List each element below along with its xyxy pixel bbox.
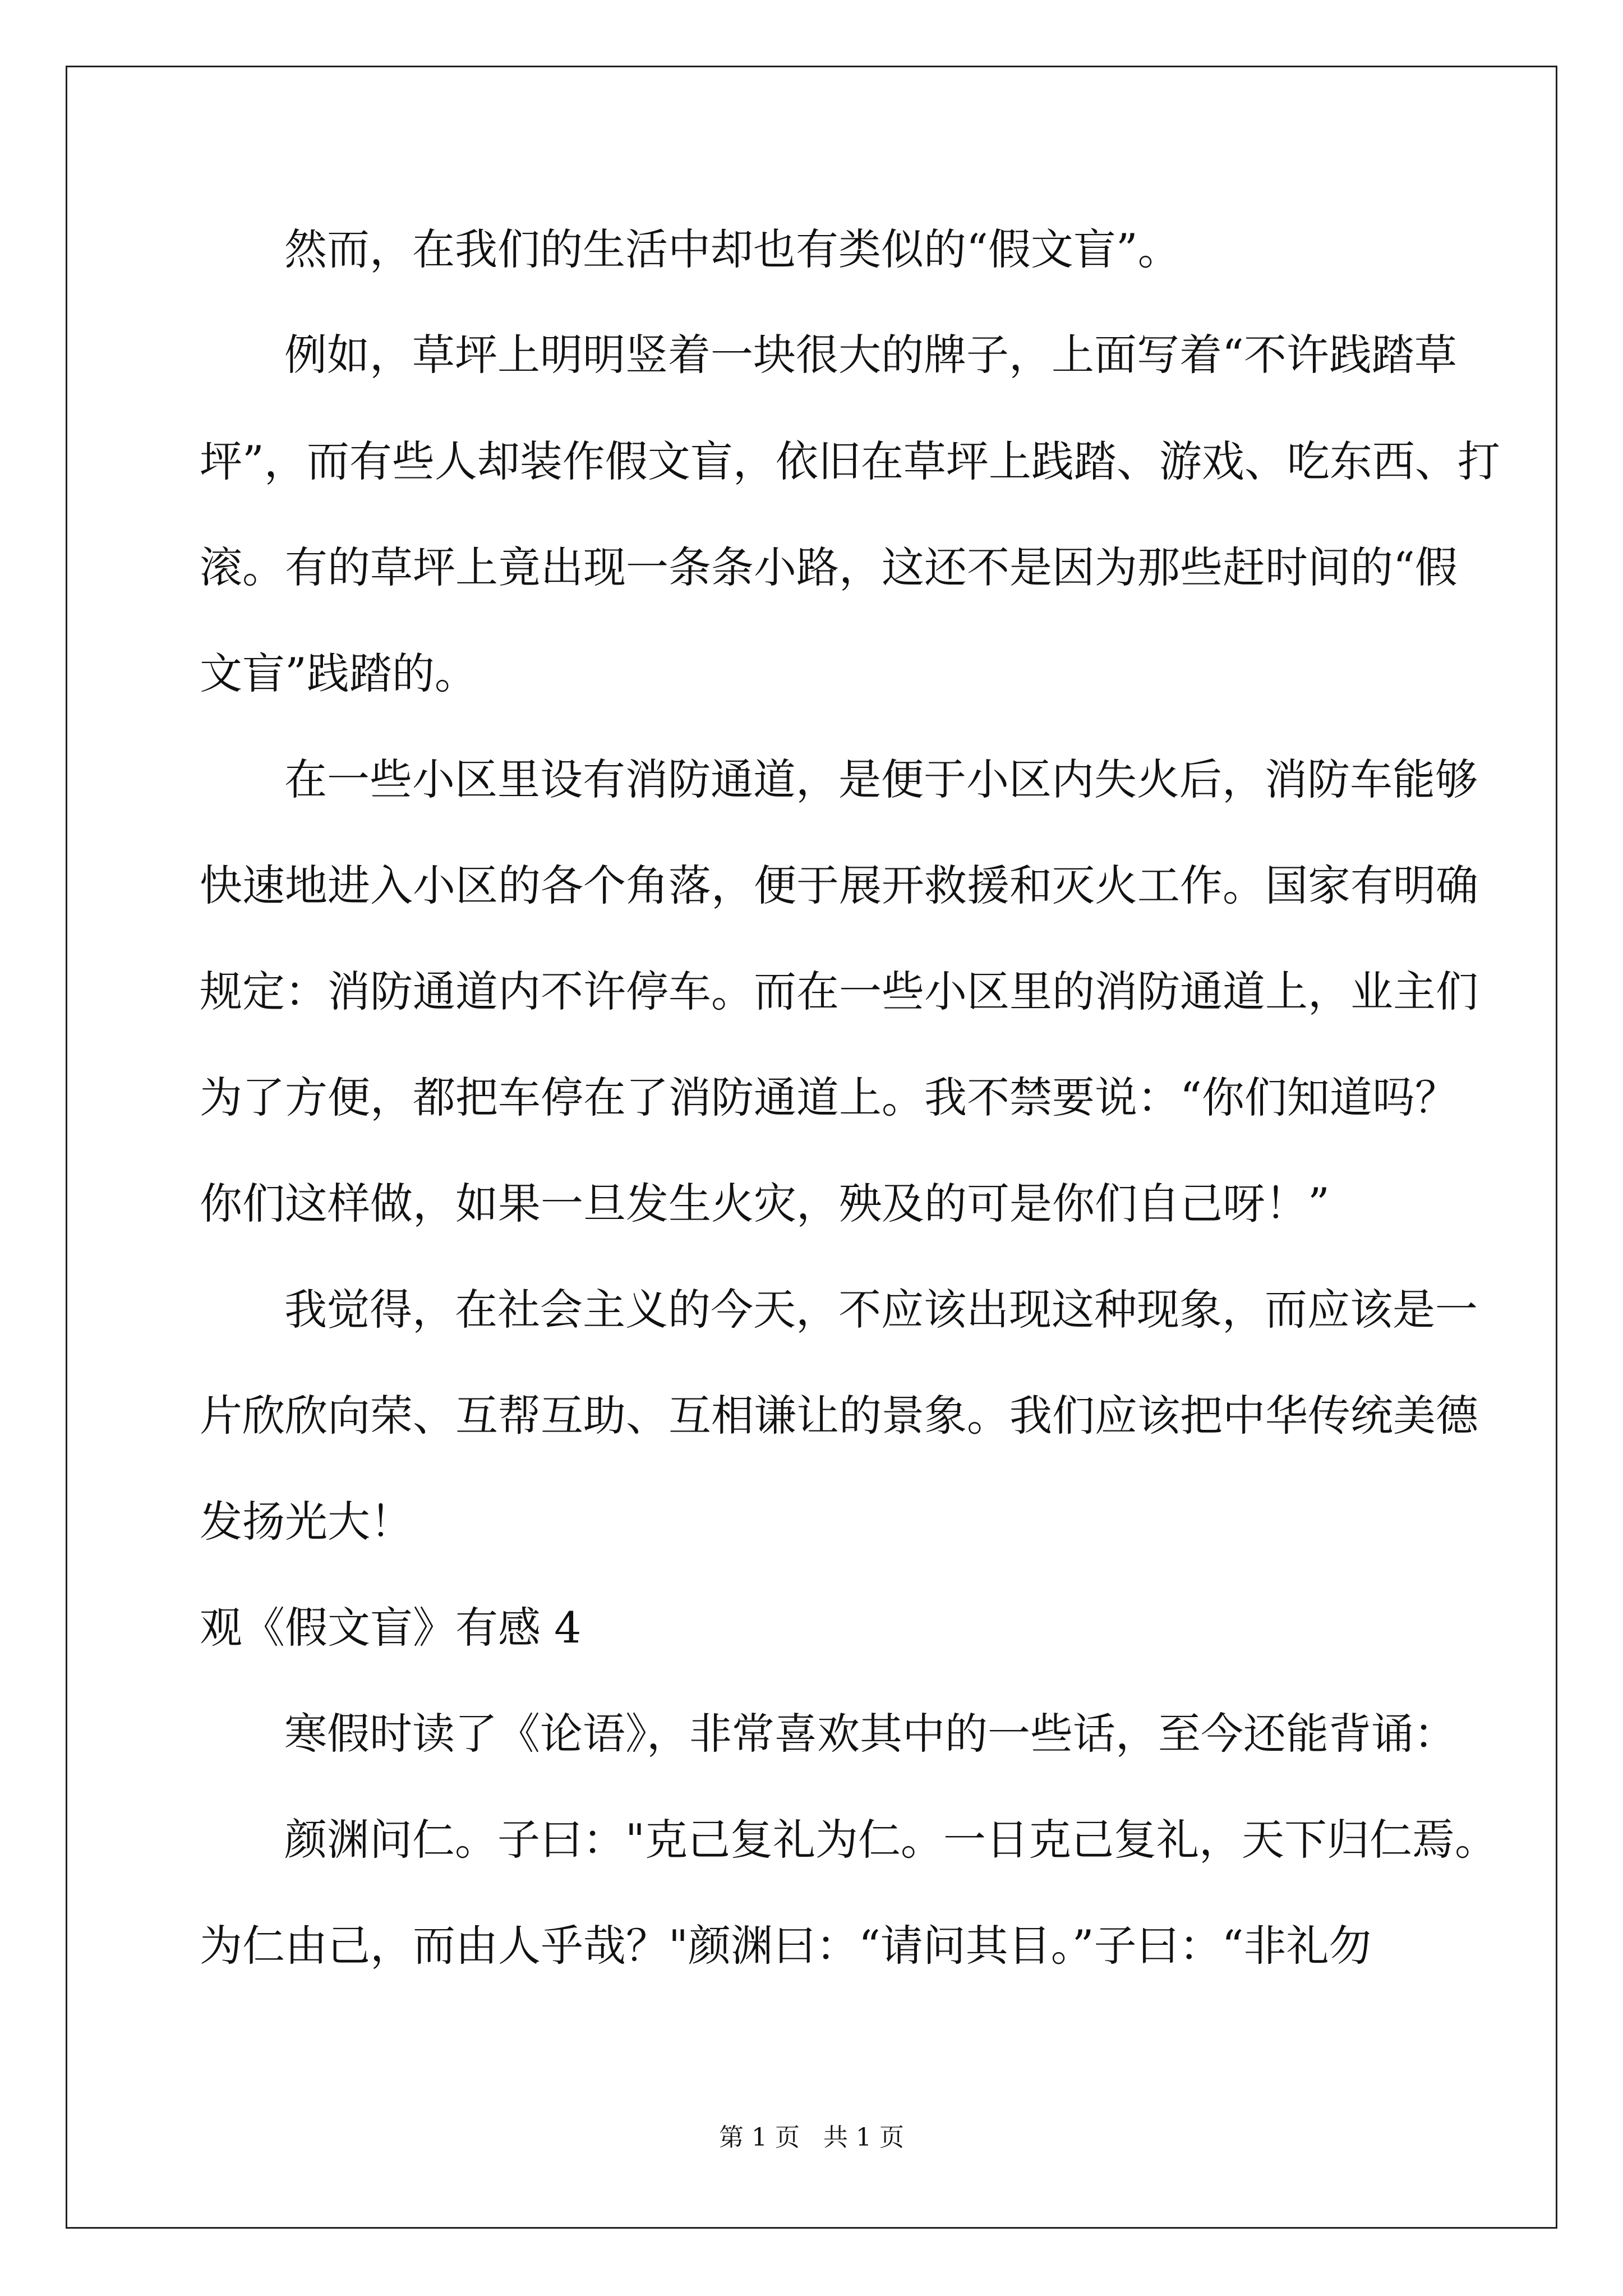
body-line: 为仁由己，而由人乎哉？"颜渊曰：“请问其目。”子曰：“非礼勿 [200, 1921, 1372, 1971]
body-line: 寒假时读了《论语》，非常喜欢其中的一些话，至今还能背诵： [284, 1709, 1456, 1759]
body-line: 颜渊问仁。子曰："克己复礼为仁。一日克己复礼，天下归仁焉。 [284, 1815, 1497, 1865]
section-heading: 观《假文盲》有感 4 [200, 1603, 582, 1653]
body-line: 坪”，而有些人却装作假文盲，依旧在草坪上践踏、游戏、吃东西、打 [200, 436, 1500, 486]
body-line: 然而，在我们的生活中却也有类似的“假文盲”。 [284, 224, 1181, 274]
body-line: 文盲”践踏的。 [200, 648, 477, 698]
page-footer: 第 1 页 共 1 页 [719, 2123, 904, 2152]
body-line: 滚。有的草坪上竟出现一条条小路，这还不是因为那些赶时间的“假 [200, 542, 1458, 592]
body-line: 片欣欣向荣、互帮互助、互相谦让的景象。我们应该把中华传统美德 [200, 1391, 1478, 1441]
page-border [66, 66, 1557, 2229]
body-line: 我觉得，在社会主义的今天，不应该出现这种现象，而应该是一 [284, 1285, 1478, 1335]
body-line: 在一些小区里设有消防通道，是便于小区内失火后，消防车能够 [284, 754, 1478, 804]
body-line: 为了方便，都把车停在了消防通道上。我不禁要说：“你们知道吗？ [200, 1073, 1458, 1122]
body-line: 你们这样做，如果一旦发生火灾，殃及的可是你们自己呀！” [200, 1179, 1330, 1228]
body-line: 发扬光大！ [200, 1497, 413, 1547]
body-line: 规定：消防通道内不许停车。而在一些小区里的消防通道上，业主们 [200, 967, 1478, 1016]
body-line: 快速地进入小区的各个角落，便于展开救援和灭火工作。国家有明确 [200, 861, 1478, 910]
body-line: 例如，草坪上明明竖着一块很大的牌子，上面写着“不许践踏草 [284, 330, 1457, 380]
